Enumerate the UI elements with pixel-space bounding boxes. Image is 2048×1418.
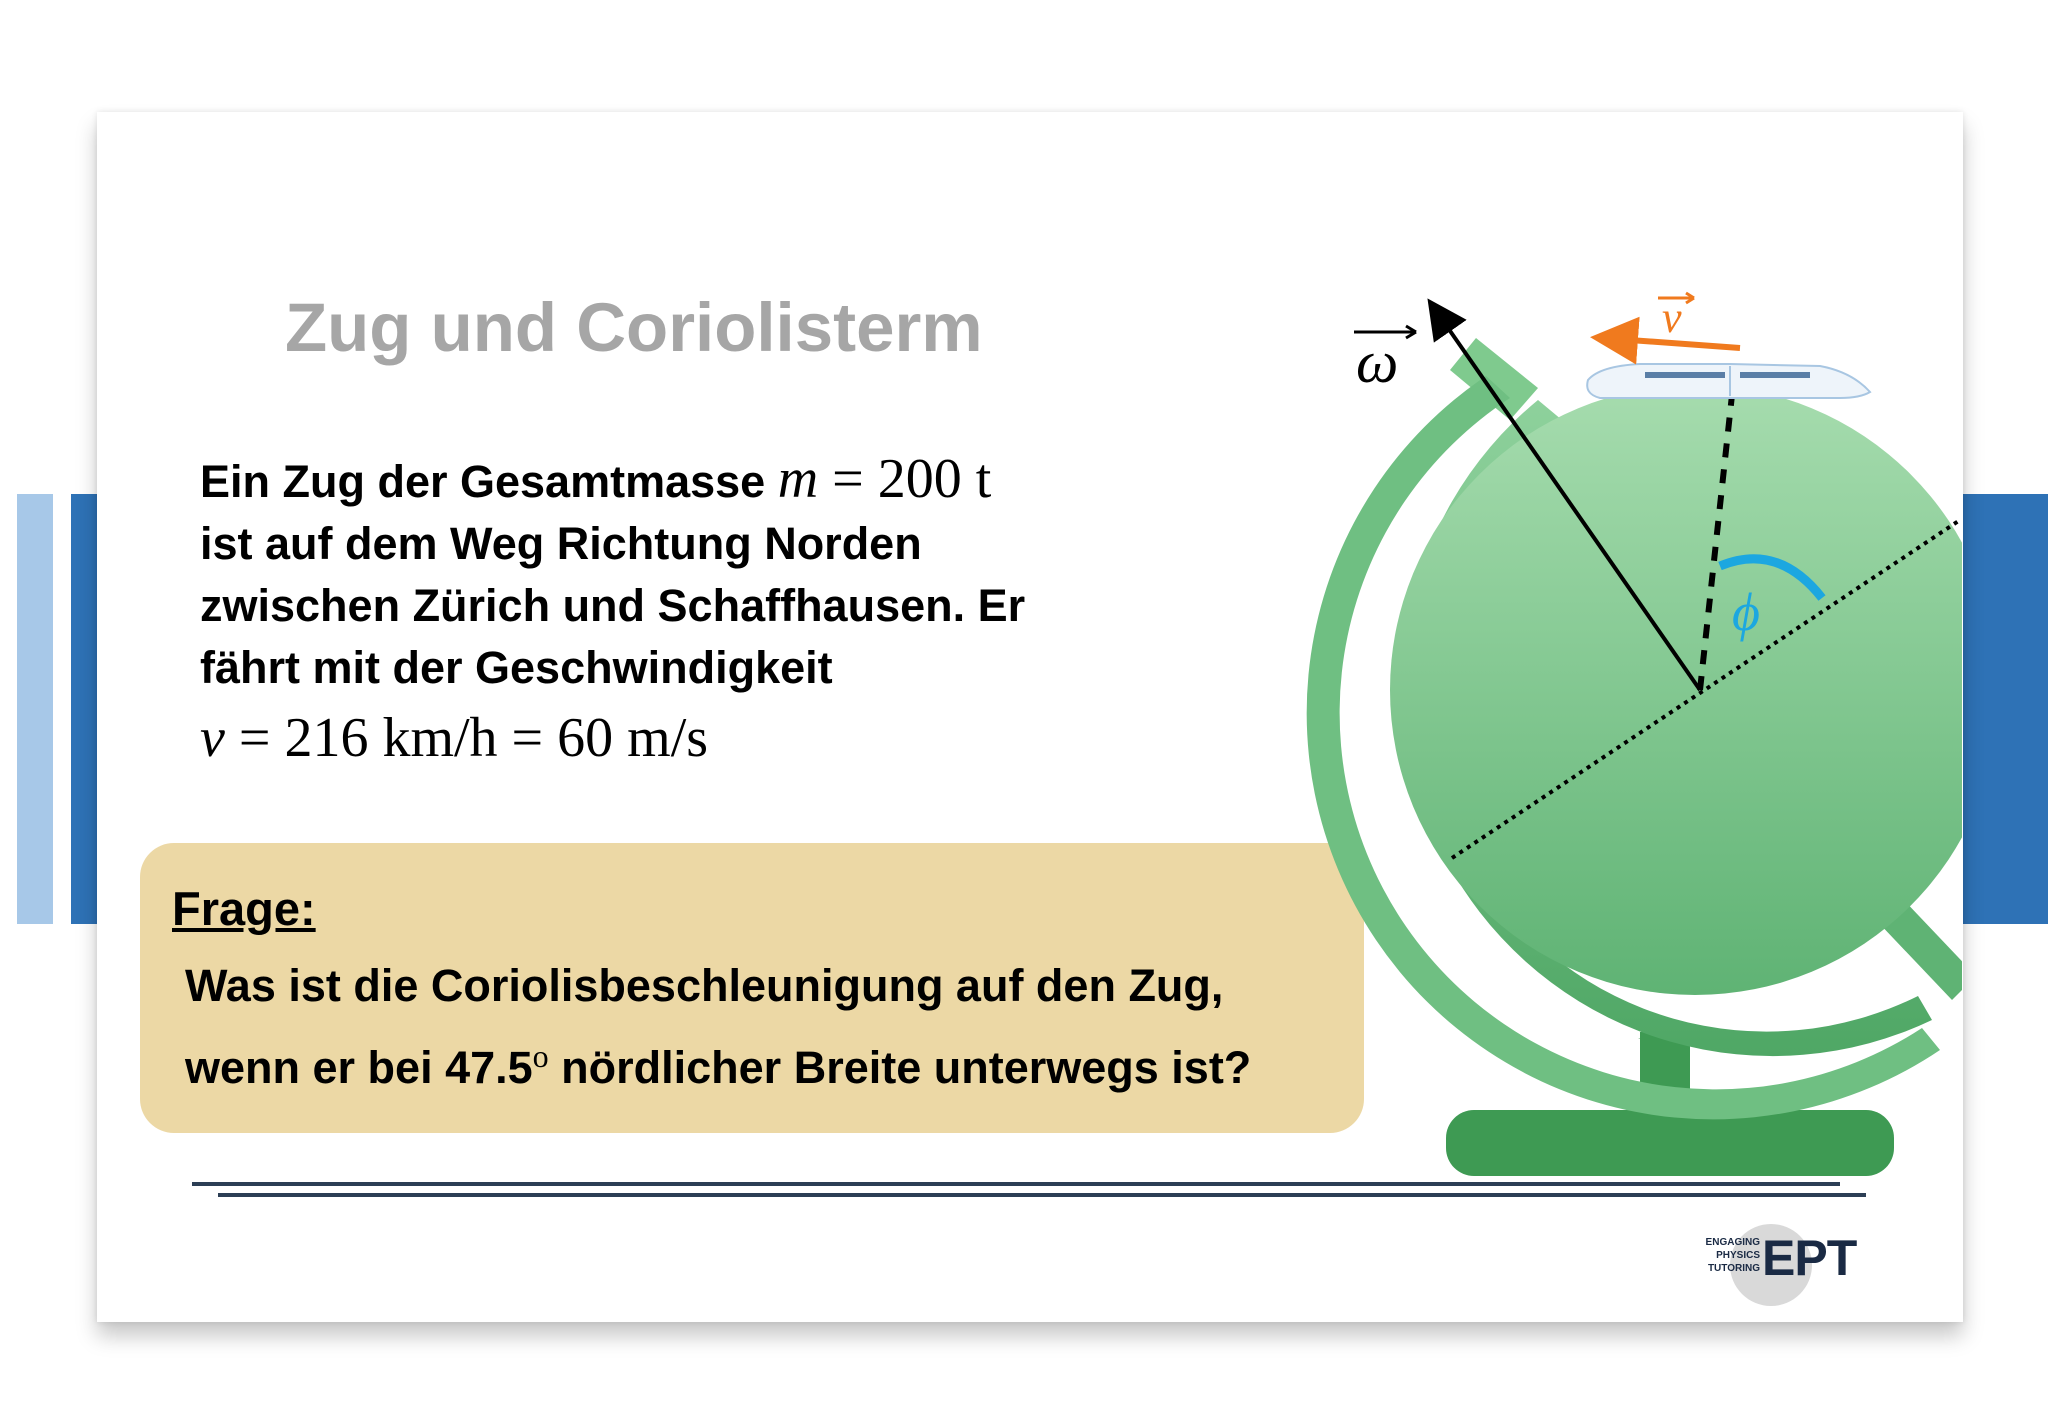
question-box xyxy=(140,843,1364,1133)
omega-label: ω xyxy=(1356,329,1399,395)
globe-figure xyxy=(1300,280,1980,1180)
train-icon xyxy=(1587,364,1870,398)
globe-sphere xyxy=(1390,385,1980,995)
left-accent-bar-dark xyxy=(71,494,99,924)
v-label: v xyxy=(1662,293,1682,342)
slide-title: Zug und Coriolisterm xyxy=(285,289,983,366)
mass-formula: m = 200 t xyxy=(777,448,992,510)
question-label: Frage: xyxy=(172,882,316,935)
speed-formula: v = 216 km/h = 60 m/s xyxy=(200,707,709,769)
problem-line-1: Ein Zug der Gesamtmasse m = 200 t xyxy=(200,448,992,510)
logo-tagline: ENGAGING PHYSICS TUTORING xyxy=(1705,1237,1760,1274)
problem-statement xyxy=(200,448,1160,769)
problem-line-4: fährt mit der Geschwindigkeit xyxy=(200,642,833,693)
question-line-2: wenn er bei 47.5$^o$ nördlicher Breite unterwegs ist? xyxy=(185,1038,1252,1093)
ept-logo xyxy=(1690,1224,1870,1304)
phi-label: ϕ xyxy=(1732,582,1760,642)
footer-rule-top xyxy=(192,1182,1840,1186)
logo-wordmark: EPT xyxy=(1762,1230,1857,1286)
footer-rule-bottom xyxy=(218,1193,1866,1197)
problem-line-2: ist auf dem Weg Richtung Norden xyxy=(200,518,922,569)
question-text xyxy=(185,951,1251,1103)
question-line-1: Was ist die Coriolisbeschleunigung auf den Zug, xyxy=(185,960,1224,1011)
problem-line-3: zwischen Zürich und Schaffhausen. Er xyxy=(200,580,1026,631)
left-accent-bar-light xyxy=(17,494,53,924)
